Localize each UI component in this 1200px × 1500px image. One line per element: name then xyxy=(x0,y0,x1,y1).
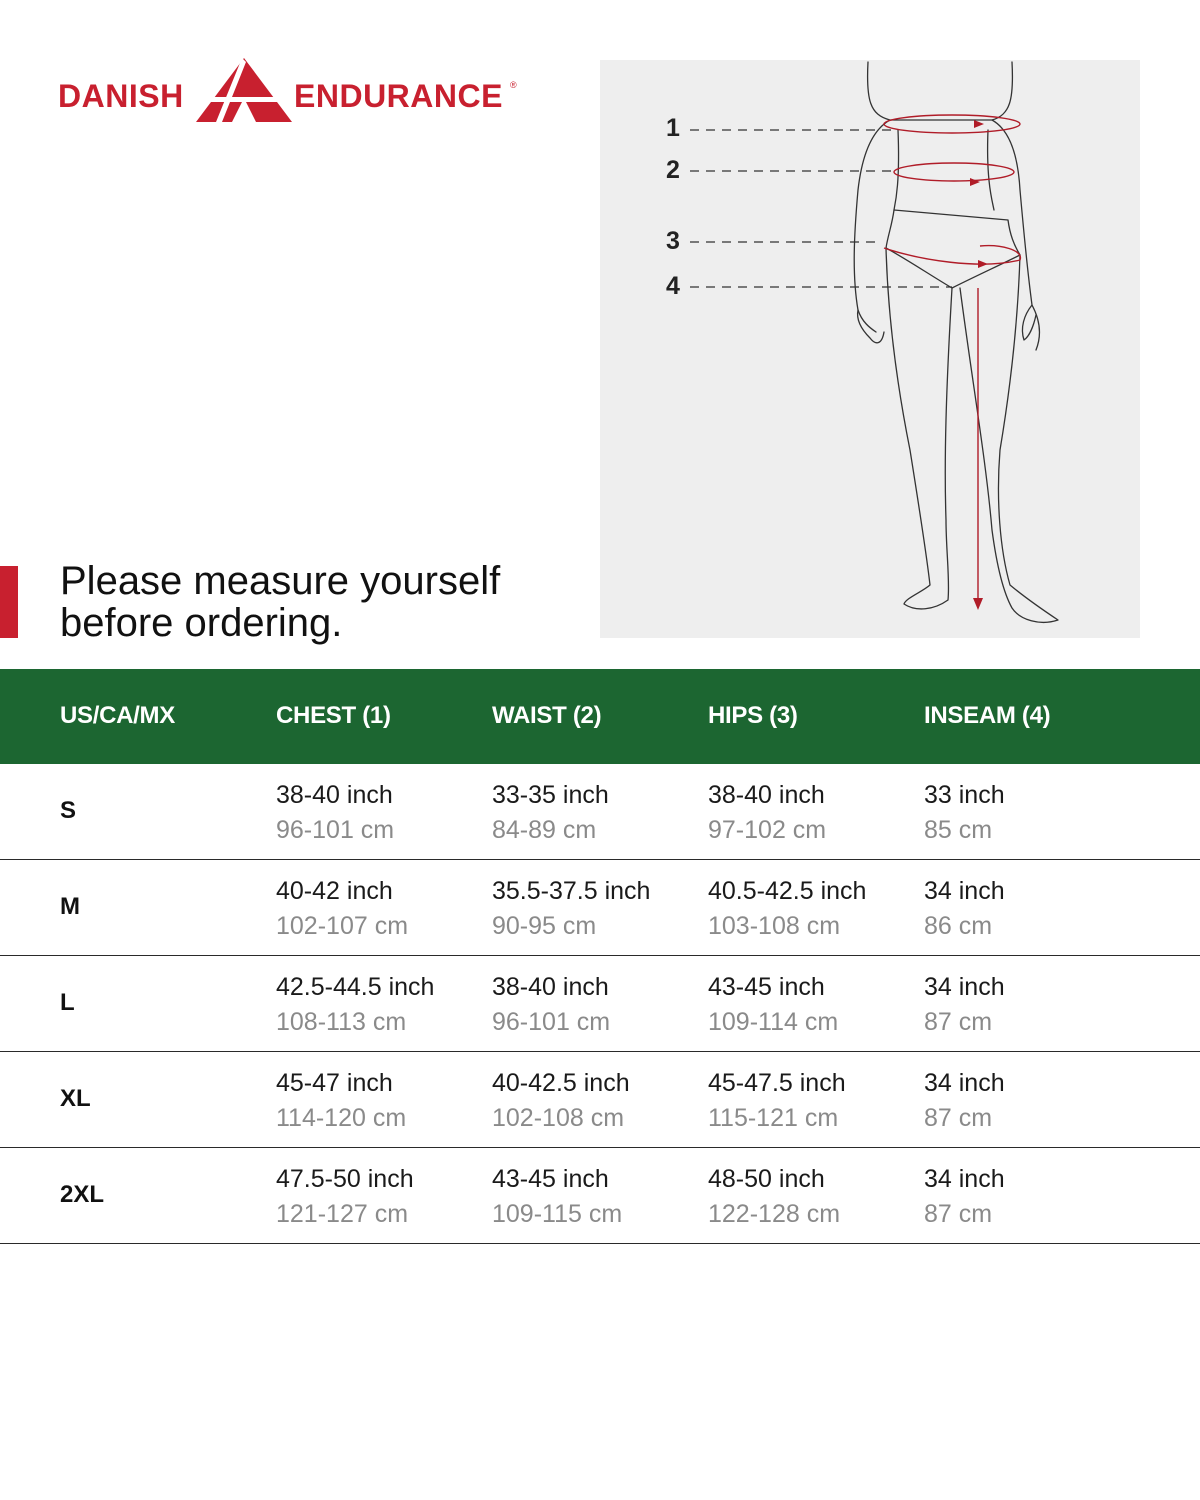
waist-inch: 35.5-37.5 inch xyxy=(492,877,651,905)
size-label: 2XL xyxy=(60,1181,105,1208)
size-label: M xyxy=(60,893,80,920)
hips-cm: 122-128 cm xyxy=(708,1200,841,1228)
waist-inch: 33-35 inch xyxy=(492,781,609,809)
waist-cm: 84-89 cm xyxy=(492,816,597,844)
hips-inch: 45-47.5 inch xyxy=(708,1069,846,1097)
inseam-inch: 34 inch xyxy=(924,973,1005,1001)
table-row xyxy=(0,764,1200,860)
waist-cm: 102-108 cm xyxy=(492,1104,625,1132)
brand-name-left: DANISH xyxy=(58,78,184,114)
waist-cm: 109-115 cm xyxy=(492,1200,623,1228)
inseam-cell xyxy=(924,778,1005,848)
hips-cm: 97-102 cm xyxy=(708,816,827,844)
waist-inch: 43-45 inch xyxy=(492,1165,609,1193)
table-row xyxy=(0,1052,1200,1148)
waist-cell xyxy=(492,778,609,848)
table-row xyxy=(0,1148,1200,1244)
hips-cell xyxy=(708,970,838,1040)
inseam-cell xyxy=(924,970,1005,1040)
chest-cell xyxy=(276,1162,414,1232)
chest-cm: 108-113 cm xyxy=(276,1008,407,1036)
chest-cm: 114-120 cm xyxy=(276,1104,407,1132)
inseam-cell xyxy=(924,1066,1005,1136)
column-header-chest: CHEST (1) xyxy=(276,702,391,729)
hips-cm: 103-108 cm xyxy=(708,912,841,940)
measurement-figure xyxy=(600,60,1140,638)
hips-inch: 40.5-42.5 inch xyxy=(708,877,867,905)
page-title-line-2: before ordering. xyxy=(60,601,343,645)
hips-cm: 109-114 cm xyxy=(708,1008,839,1036)
inseam-cell xyxy=(924,874,1005,944)
column-header-waist: WAIST (2) xyxy=(492,702,602,729)
brand-name-right: ENDURANCE xyxy=(294,78,503,114)
size-table-header xyxy=(0,669,1200,764)
waist-cell xyxy=(492,874,650,944)
hips-cell xyxy=(708,874,866,944)
waist-cell xyxy=(492,1066,630,1136)
waist-cm: 90-95 cm xyxy=(492,912,597,940)
waist-cell xyxy=(492,970,610,1040)
headline-accent-bar xyxy=(0,566,18,638)
inseam-inch: 34 inch xyxy=(924,877,1005,905)
hips-inch: 38-40 inch xyxy=(708,781,825,809)
marker-hips: 3 xyxy=(666,227,680,255)
hips-cell xyxy=(708,778,826,848)
brand-logo xyxy=(58,58,528,124)
size-label: XL xyxy=(60,1085,91,1112)
inseam-inch: 34 inch xyxy=(924,1069,1005,1097)
page-title-line-1: Please measure yourself xyxy=(60,559,501,603)
chest-inch: 47.5-50 inch xyxy=(276,1165,414,1193)
waist-cm: 96-101 cm xyxy=(492,1008,611,1036)
inseam-cm: 87 cm xyxy=(924,1104,993,1132)
size-label: L xyxy=(60,989,75,1016)
column-header-size: US/CA/MX xyxy=(60,702,175,729)
hips-cell xyxy=(708,1162,840,1232)
table-row xyxy=(0,860,1200,956)
chest-inch: 45-47 inch xyxy=(276,1069,393,1097)
chest-cell xyxy=(276,1066,406,1136)
registered-mark: ® xyxy=(510,80,517,90)
waist-inch: 40-42.5 inch xyxy=(492,1069,630,1097)
hips-cm: 115-121 cm xyxy=(708,1104,839,1132)
hips-inch: 48-50 inch xyxy=(708,1165,825,1193)
body-outline-illustration xyxy=(600,60,1140,638)
hips-cell xyxy=(708,1066,846,1136)
inseam-cm: 87 cm xyxy=(924,1200,993,1228)
marker-waist: 2 xyxy=(666,156,680,184)
column-header-inseam: INSEAM (4) xyxy=(924,702,1051,729)
inseam-cm: 85 cm xyxy=(924,816,993,844)
chest-cm: 96-101 cm xyxy=(276,816,395,844)
brand-mountain-icon xyxy=(196,58,292,122)
inseam-cm: 87 cm xyxy=(924,1008,993,1036)
chest-inch: 42.5-44.5 inch xyxy=(276,973,435,1001)
inseam-cm: 86 cm xyxy=(924,912,993,940)
marker-inseam: 4 xyxy=(666,272,680,300)
chest-inch: 40-42 inch xyxy=(276,877,393,905)
marker-chest: 1 xyxy=(666,114,680,142)
chest-cell xyxy=(276,874,408,944)
hips-inch: 43-45 inch xyxy=(708,973,825,1001)
column-header-hips: HIPS (3) xyxy=(708,702,798,729)
chest-inch: 38-40 inch xyxy=(276,781,393,809)
chest-cm: 102-107 cm xyxy=(276,912,409,940)
inseam-inch: 33 inch xyxy=(924,781,1005,809)
chest-cell xyxy=(276,778,394,848)
page-title xyxy=(60,560,500,644)
size-label: S xyxy=(60,797,77,824)
table-row xyxy=(0,956,1200,1052)
waist-cell xyxy=(492,1162,622,1232)
inseam-cell xyxy=(924,1162,1005,1232)
chest-cell xyxy=(276,970,434,1040)
chest-cm: 121-127 cm xyxy=(276,1200,409,1228)
waist-inch: 38-40 inch xyxy=(492,973,609,1001)
inseam-inch: 34 inch xyxy=(924,1165,1005,1193)
